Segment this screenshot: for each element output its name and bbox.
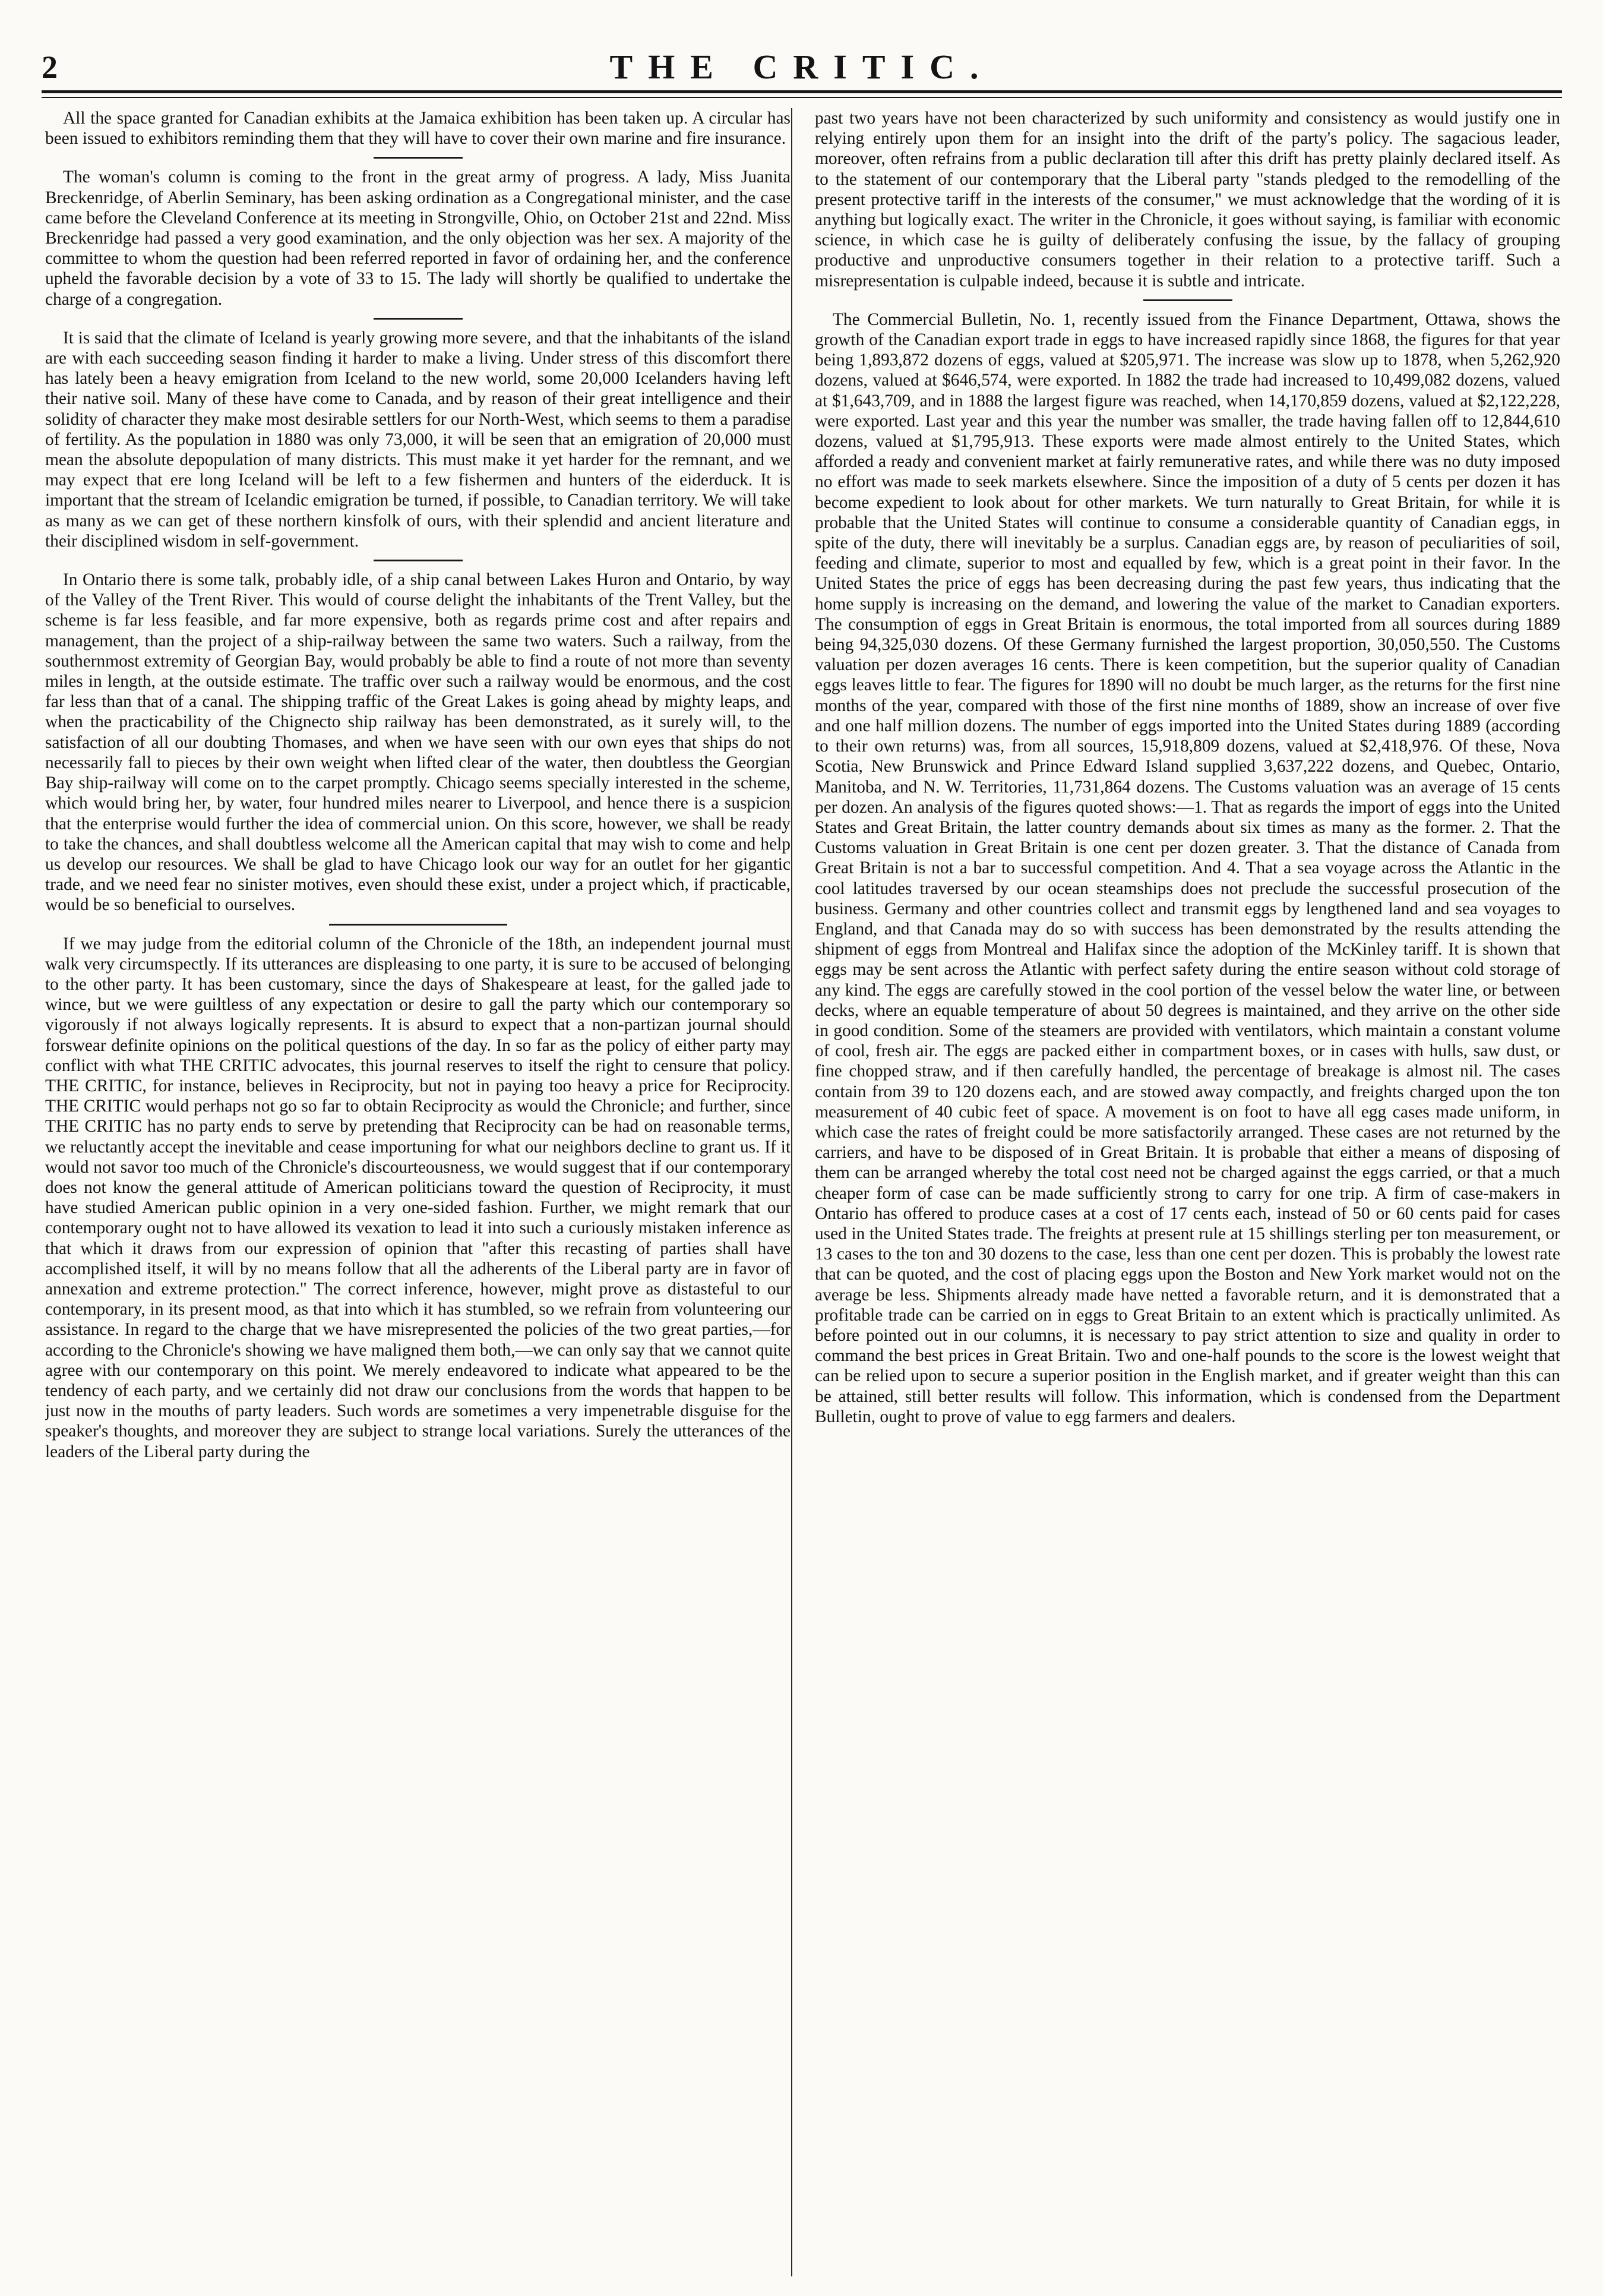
- article-egg-trade: The Commercial Bulletin, No. 1, recently issued from the Finance Department, Ottawa, shows the growth of the Canadian export trade in eggs to have increased rapidly since 1868, the figures for that year being 1,893,872 dozens of eggs, valued at $205,971. The increase was slow up to 1878, when 5,262,920 dozens, valued at $646,574, were exported. In 1882 the trade had increased to 10,499,082 dozens, valued at $1,643,709, and in 1888 the largest figure was reached, when 14,170,859 dozens, valued at $2,122,228, were exported. Last year and this year the number was smaller, the trade having fallen off to 12,844,610 dozens, valued at $1,795,913. These exports were made almost entirely to the United States, which afforded a ready and convenient market at fairly remunerative rates, and while there was no duty imposed no effort was made to seek markets elsewhere. Since the imposition of a duty of 5 cents per dozen it has become expedient to look about for other markets. We turn naturally to Great Britain, for while it is probable that the United States will continue to consume a considerable quantity of Canadian eggs, in spite of the duty, there will inevitably be a surplus. Canadian eggs are, by reason of peculiarities of soil, feeding and climate, superior to most and equalled by few, which is a great point in their favor. In the United States the price of eggs has been decreasing during the past few years, thus indicating that the home supply is increasing on the demand, and lowering the value of the market to Canadian exporters. The consumption of eggs in Great Britain is enormous, the total imported from all sources during 1889 being 94,325,030 dozens. Of these Germany furnished the largest proportion, 30,050,550. The Customs valuation per dozen averages 16 cents. There is keen competition, but the superior quality of Canadian eggs leaves little to fear. The figures for 1890 will no doubt be much larger, as the returns for the first nine months of the year, compared with those of the first nine months of 1889, show an increase of over five and one half million dozens. The number of eggs imported into the United States during 1889 (according to their own returns) was, from all sources, 15,918,809 dozens, valued at $2,418,976. Of these, Nova Scotia, New Brunswick and Prince Edward Island supplied 3,637,222 dozens, and Quebec, Ontario, Manitoba, and N. W. Territories, 11,731,864 dozens. The Customs valuation was an average of 15 cents per dozen. An analysis of the figures quoted shows:—1. That as regards the import of eggs into the United States and Great Britain, the latter country demands about six times as many as the former. 2. That the Customs valuation in Great Britain is one cent per dozen greater. 3. That the distance of Canada from Great Britain is not a bar to successful competition. And 4. That a sea voyage across the Atlantic in the cool latitudes traversed by our ocean steamships does not preclude the successful prosecution of the business. Germany and other countries collect and transmit eggs by lengthened land and sea voyages to England, and that Canada may do so with success has been demonstrated by the results attending the shipment of eggs from Montreal and Halifax since the adoption of the McKinley tariff. It is shown that eggs may be sent across the Atlantic with perfect safety during the entire season without cold storage of any kind. The eggs are carefully stowed in the cool portion of the vessel below the water line, or between decks, where an equable temperature of about 50 degrees is maintained, and they arrive on the other side in good condition. Some of the steamers are provided with ventilators, which maintain a constant volume of cool, fresh air. The eggs are packed either in compartment boxes, or in cases with hulls, saw dust, or fine chopped straw, and if then carefully handled, the percentage of breakage is almost nil. The cases contain from 39 to 120 dozens each, and are stowed away compactly, and freights charged upon the ton measurement of 40 cubic feet of space. A movement is on foot to have all egg cases made uniform, in which case the rates of freight could be more satisfactorily arranged. These cases are not returned by the carriers, and have to be disposed of in Great Britain. It is probable that either a means of disposing of them can be arranged whereby the total cost need not be charged against the eggs carried, or that a much cheaper form of case can be made sufficiently strong to carry for one trip. A firm of case-makers in Ontario has offered to produce cases at a cost of 17 cents each, instead of 50 or 60 cents paid for cases used in the United States trade. The freights at present rule at 15 shillings sterling per ton measurement, or 13 cases to the ton and 30 dozens to the case, less than one cent per dozen. This is probably the lowest rate that can be quoted, and the cost of placing eggs upon the Boston and New York market would not on the average be less. Shipments already made have netted a favorable return, and it is demonstrated that a profitable trade can be carried on in eggs to Great Britain to an extent which is practically unlimited. As before pointed out in our columns, it is necessary to pay strict attention to size and quality in order to command the best prices in Great Britain. Two and one-half pounds to the score is the lowest weight that can be relied upon to secure a superior position in the English market, and if greater weight than this can be attained, still better results will follow. This information, which is condensed from the Department Bulletin, ought to prove of value to egg farmers and dealers.: [815, 309, 1560, 1426]
- article-jamaica-exhibition: All the space granted for Canadian exhibits at the Jamaica exhibition has been taken up. A circular has been issued to exhibitors reminding them that they will have to cover their own marine and fire insurance.: [45, 109, 791, 149]
- right-column: [815, 108, 1560, 2270]
- article-iceland-emigration: It is said that the climate of Iceland is yearly growing more severe, and that the inhabitants of the island are with each succeeding season finding it harder to make a living. Under stress of this discomfort there has lately been a heavy emigration from Iceland to the new world, some 20,000 Icelanders having left their native soil. Many of these have come to Canada, and by reason of their great intelligence and their solidity of character they make most desirable settlers for our North-West, which seems to them a paradise of fertility. As the population in 1880 was only 73,000, it will be seen that an emigration of 20,000 must mean the absolute depopulation of many districts. This must make it yet harder for the remnant, and we may expect that ere long Iceland will be left to a few fishermen and hunters of the eiderduck. It is important that the stream of Icelandic emigration be turned, if possible, to Canadian territory. We will take as many as we can get of these northern kinsfolk of ours, with their splendid and ancient literature and their disciplined wisdom in self-government.: [45, 328, 791, 551]
- article-separator: [329, 924, 507, 926]
- header-rule-thin: [42, 97, 1562, 98]
- header-rule: [42, 90, 1562, 93]
- page-number: 2: [42, 49, 58, 85]
- article-chronicle-continued: past two years have not been characterized by such uniformity and consistency as would justify one in relying entirely upon them for an insight into the drift of the party's policy. The sagacious leader, moreover, often refrains from a public declaration till after this drift has pretty plainly declared itself. As to the statement of our contemporary that the Liberal party "stands pledged to the remodelling of the present protective tariff in the interests of the consumer," we must acknowledge that the wording of it is anything but logically exact. The writer in the Chronicle, it goes without saying, is familiar with economic science, in which case he is guilty of deliberately confusing the issue, by the fallacy of grouping productive and unproductive consumers together in their relation to a protective tariff. Such a misrepresentation is culpable indeed, because it is subtle and intricate.: [815, 109, 1560, 290]
- article-chronicle-editorial: If we may judge from the editorial column of the Chronicle of the 18th, an independent journal must walk very circumspectly. If its utterances are displeasing to one party, it is sure to be accused of belonging to the other party. It has been customary, since the days of Shakespeare at least, for the galled jade to wince, but we were guiltless of any expectation or desire to gall the party which our contemporary so vigorously if not always logically represents. It is absurd to expect that a non-partizan journal should forswear definite opinions on the political questions of the day. In so far as the policy of either party may conflict with what THE CRITIC advocates, this journal reserves to itself the right to censure that policy. THE CRITIC, for instance, believes in Reciprocity, but not in paying too heavy a price for Reciprocity. THE CRITIC would perhaps not go so far to obtain Reciprocity as would the Chronicle; and further, since THE CRITIC has no party ends to serve by pretending that Reciprocity can be had on reasonable terms, we reluctantly accept the inevitable and cease importuning for what our neighbors decline to grant us. If it would not savor too much of the Chronicle's discourteousness, we would suggest that if our contemporary does not know the general attitude of American politicians toward the question of Reciprocity, it must have studied American public opinion in a very one-sided fashion. Further, we might remark that our contemporary ought not to have allowed its vexation to lead it into such a curiously mistaken inference as that which it draws from our expression of opinion that "after this recasting of parties shall have accomplished itself, it will by no means follow that all the adherents of the Liberal party are in favor of annexation and extreme protection." The correct inference, however, might prove as distasteful to our contemporary, in its present mood, as that into which it has stumbled, so we refrain from volunteering our assistance. In regard to the charge that we have misrepresented the policies of the two great parties,—for according to the Chronicle's showing we have maligned them both,—we can only say that we cannot quite agree with our contemporary on this point. We merely endeavored to indicate what appeared to be the tendency of each party, and we certainly did not draw our conclusions from the words that happen to be just now in the mouths of party leaders. Such words are sometimes a very impenetrable disguise for the speaker's thoughts, and moreover they are subject to strange local variations. Surely the utterances of the leaders of the Liberal party during the: [45, 934, 791, 1461]
- article-separator: [374, 560, 463, 561]
- article-ship-canal: In Ontario there is some talk, probably idle, of a ship canal between Lakes Huron and Ontario, by way of the Valley of the Trent River. This would of course delight the inhabitants of the Trent Valley, but the scheme is far less feasible, and far more expensive, both as regards prime cost and after repairs and management, than the project of a ship-railway between the same two waters. Such a railway, from the southernmost extremity of Georgian Bay, would probably be able to find a route of not more than seventy miles in length, at the outside estimate. The traffic over such a railway would be enormous, and the cost far less than that of a canal. The shipping traffic of the Great Lakes is going ahead by mighty leaps, and when the practicability of the Chignecto ship railway has been demonstrated, as it surely will, to the satisfaction of all our doubting Thomases, and when we have seen with our own eyes that ships do not necessarily fall to pieces by their own weight when lifted clear of the water, then doubtless the Georgian Bay ship-railway will come on to the carpet promptly. Chicago seems specially interested in the scheme, which would bring her, by water, four hundred miles nearer to Liverpool, and hence there is a suspicion that the enterprise would further the idea of commercial union. On this score, however, we shall be ready to take the chances, and shall doubtless welcome all the American capital that may wish to come and help us develop our resources. We shall be glad to have Chicago look our way for an outlet for her gigantic trade, and we need fear no sinister motives, even should these exist, under a project which, if practicable, would be so beneficial to ourselves.: [45, 570, 791, 915]
- column-divider: [791, 108, 792, 2276]
- page-header: [42, 46, 1562, 88]
- masthead-title: THE CRITIC.: [609, 48, 994, 86]
- article-womans-column: The woman's column is coming to the front in the great army of progress. A lady, Miss Juanita Breckenridge, of Aberlin Seminary, has been asking ordination as a Congregational minister, and the case came before the Cleveland Conference at its meeting in Strongville, Ohio, on October 21st and 22nd. Miss Breckenridge had passed a very good examination, and the only objection was her sex. A majority of the committee to whom the question had been referred reported in favor of ordaining her, and the conference upheld the favorable decision by a vote of 33 to 15. The lady will shortly be qualified to undertake the charge of a congregation.: [45, 168, 791, 309]
- article-separator: [374, 157, 463, 159]
- article-separator: [1143, 299, 1232, 301]
- left-column: [45, 108, 791, 2270]
- article-separator: [374, 318, 463, 320]
